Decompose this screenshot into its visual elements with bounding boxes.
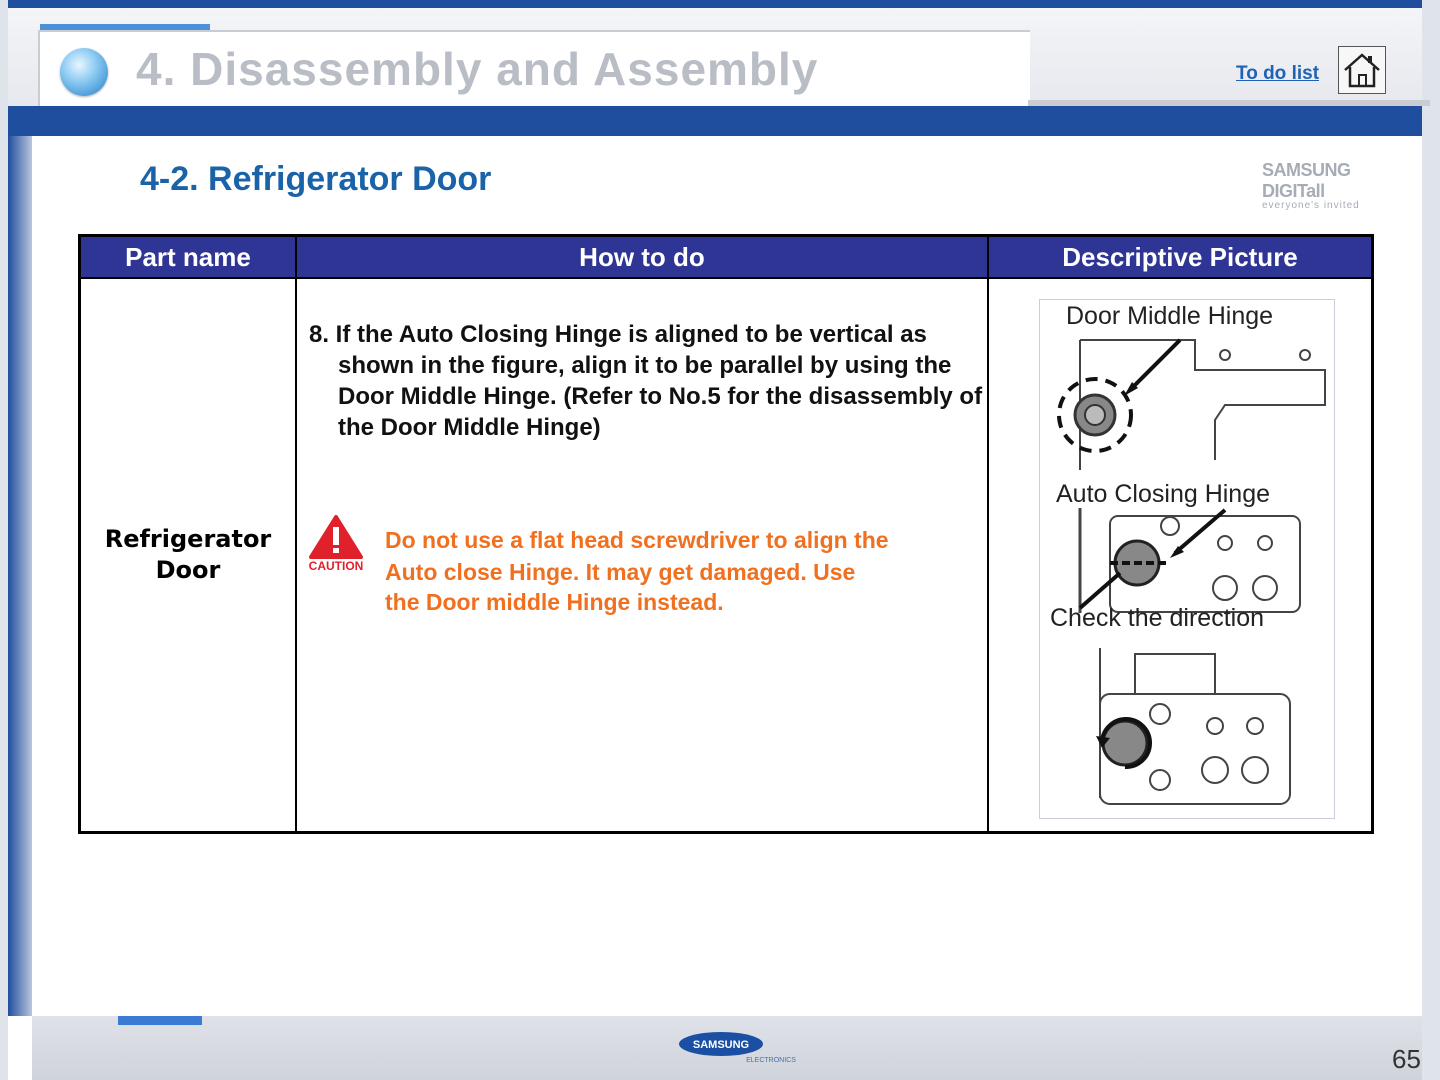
page-title: 4. Disassembly and Assembly [136,43,819,95]
page-number: 65 [1392,1044,1421,1074]
hinge-diagram [1039,299,1335,819]
table-row [80,278,1373,833]
right-border [1422,0,1440,1080]
door-middle-hinge-drawing [1040,330,1334,480]
caution-line2: Auto close Hinge. It may get damaged. Use [385,559,856,585]
bubble-icon [60,48,108,96]
auto-closing-hinge-drawing [1040,508,1334,618]
header-descriptive-picture: Descriptive Picture [988,236,1373,279]
top-border [0,0,1440,8]
procedure-table [78,234,1374,834]
samsung-logo-subtext: ELECTRONICS [746,1057,796,1064]
part-name-line2: Door [155,556,221,584]
header [8,8,1422,108]
todo-list-link[interactable]: To do list [1236,63,1320,84]
left-border [0,0,8,1080]
logo-line2: everyone's invited [1262,200,1360,211]
header-part-name: Part name [80,236,297,279]
caution-message [385,523,945,617]
samsung-logo [676,1030,806,1066]
section-title: 4-2. Refrigerator Door [140,160,492,198]
caution-line3: the Door middle Hinge instead. [385,589,724,615]
home-icon [1339,47,1385,93]
samsung-logo-text: SAMSUNG [692,1039,750,1051]
label-check-direction: Check the direction [1050,604,1265,632]
table-header-row [80,236,1373,279]
part-name-cell [80,278,297,833]
caution-label: CAUTION [308,559,364,573]
home-button[interactable] [1338,46,1386,94]
logo-line1: SAMSUNG DIGITall [1262,160,1351,201]
part-name-line1: Refrigerator [104,525,272,553]
aligned-hinge-drawing [1040,648,1334,818]
label-auto-closing-hinge: Auto Closing Hinge [1056,480,1271,508]
header-how-to-do: How to do [296,236,988,279]
left-accent [8,136,32,1016]
footer-accent-bar [118,1016,202,1025]
step-instruction: 8. If the Auto Closing Hinge is aligned to be vertical as shown in the figure, align it to be parallel by using the Door Middle Hinge. (Refer to No.5 for the disassembly of the Door Middle Hinge) [309,321,983,441]
caution-line1: Do not use a flat head screwdriver to align the [385,527,889,553]
caution-icon [307,513,365,573]
label-door-middle-hinge: Door Middle Hinge [1066,302,1274,330]
samsung-digitall-logo [1262,160,1412,211]
how-to-do-cell [296,278,988,833]
descriptive-picture-cell [988,278,1373,833]
header-separator [8,106,1422,136]
